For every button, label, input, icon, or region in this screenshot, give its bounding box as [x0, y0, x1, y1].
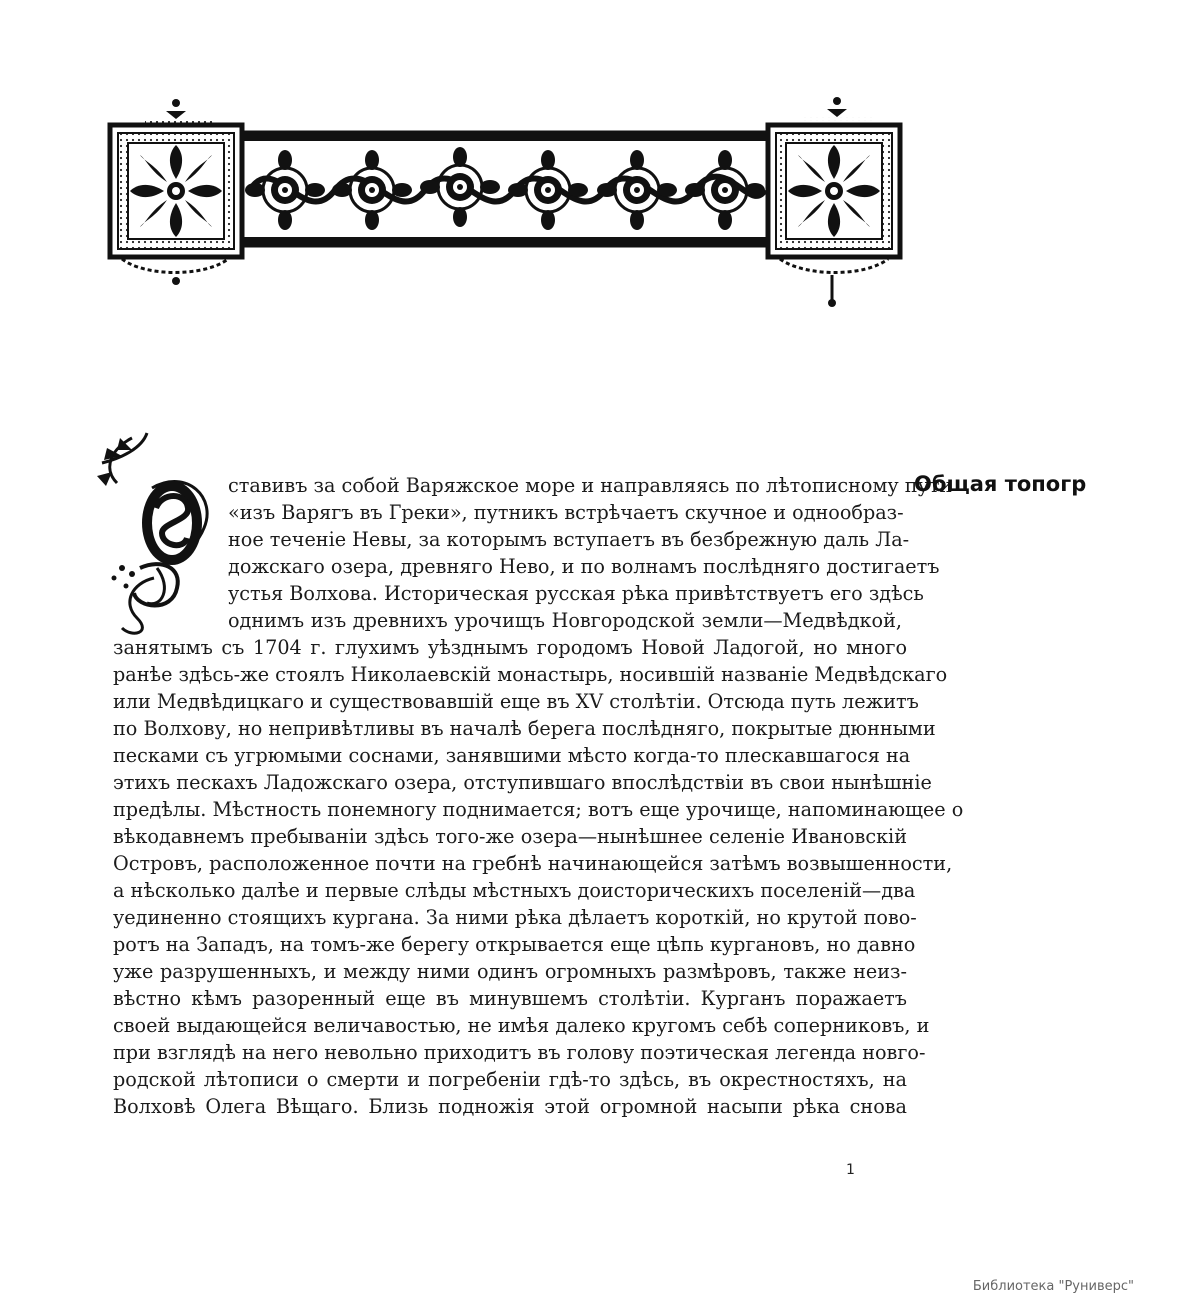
body-line: Островъ, расположенное почти на гребнѣ начинающейся затѣмъ возвышенности, [113, 852, 953, 875]
body-line: Волховѣ Олега Вѣщаго. Близь подножія этой огромной насыпи рѣка снова [113, 1095, 907, 1118]
decorated-initial-letter [92, 428, 220, 638]
ornamental-header-band [100, 95, 910, 310]
body-line: ротъ на Западъ, на томъ-же берегу открывается еще цѣпь кургановъ, но давно [113, 933, 916, 956]
body-line: или Медвѣдицкаго и существовавшій еще въ XV столѣтіи. Отсюда путь лежитъ [113, 690, 919, 713]
body-line: песками съ угрюмыми соснами, занявшими мѣсто когда-то плескавшагося на [113, 744, 911, 767]
body-line: ставивъ за собой Варяжское море и направляясь по лѣтописному пути [228, 474, 953, 497]
side-heading: Общая топогр [914, 472, 1087, 496]
body-line: ранѣе здѣсь-же стоялъ Николаевскій монастырь, носившій названіе Медвѣдскаго [113, 663, 948, 686]
body-line: уже разрушенныхъ, и между ними одинъ огромныхъ размѣровъ, также неиз- [113, 960, 907, 983]
body-line: однимъ изъ древнихъ урочищъ Новгородской земли—Медвѣдкой, [228, 609, 902, 632]
library-mark: Библиотека "Руниверс" [972, 1279, 1134, 1294]
body-line: «изъ Варягъ въ Греки», путникъ встрѣчаетъ скучное и однообраз- [228, 501, 904, 524]
body-line: а нѣсколько далѣе и первые слѣды мѣстныхъ доисторическихъ поселеній—два [113, 879, 916, 902]
body-line: родской лѣтописи о смерти и погребеніи гдѣ-то здѣсь, въ окрестностяхъ, на [113, 1068, 907, 1091]
body-line: вѣкодавнемъ пребываніи здѣсь того-же озера—нынѣшнее селеніе Ивановскій [113, 825, 907, 848]
body-line: ное теченіе Невы, за которымъ вступаетъ въ безбрежную даль Ла- [228, 528, 910, 551]
body-line: устья Волхова. Историческая русская рѣка привѣтствуетъ его здѣсь [228, 582, 924, 605]
body-line: вѣстно кѣмъ разоренный еще въ минувшемъ столѣтіи. Курганъ поражаетъ [113, 987, 907, 1010]
body-line: этихъ пескахъ Ладожскаго озера, отступившаго впослѣдствіи въ свои нынѣшніе [113, 771, 932, 794]
body-line: при взглядѣ на него невольно приходитъ въ голову поэтическая легенда новго- [113, 1041, 926, 1064]
body-line: уединенно стоящихъ кургана. За ними рѣка дѣлаетъ короткій, но крутой пово- [113, 906, 917, 929]
body-line: занятымъ съ 1704 г. глухимъ уѣзднымъ городомъ Новой Ладогой, но много [113, 636, 907, 659]
page-number: 1 [846, 1162, 855, 1178]
body-line: дожскаго озера, древняго Нево, и по волнамъ послѣдняго достигаетъ [228, 555, 940, 578]
body-line: предѣлы. Мѣстность понемногу поднимается; вотъ еще урочище, напоминающее о [113, 798, 964, 821]
body-line: своей выдающейся величавостью, не имѣя далеко кругомъ себѣ соперниковъ, и [113, 1014, 930, 1037]
body-line: по Волхову, но непривѣтливы въ началѣ берега послѣдняго, покрытые дюнными [113, 717, 936, 740]
